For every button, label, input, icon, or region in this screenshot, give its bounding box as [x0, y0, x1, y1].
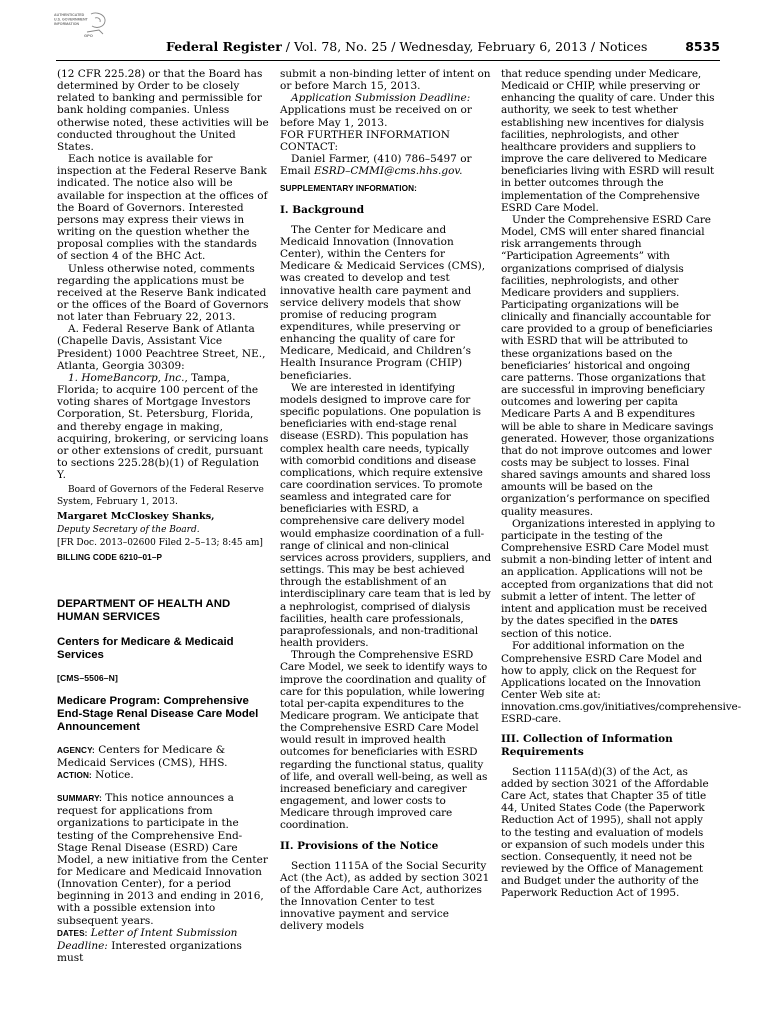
agency-text: Centers for Medicare & Medicaid Services (CMS), HHS.	[57, 743, 228, 769]
paragraph: A. Federal Reserve Bank of Atlanta (Chapelle Davis, Assistant Vice President) 1000 Peachtree Street, NE., Atlanta, Georgia 30309:	[57, 323, 266, 372]
logo-line-3: INFORMATION	[54, 22, 80, 26]
page-number: 8535	[685, 39, 720, 54]
paragraph: For additional information on the Comprehensive ESRD Care Model and how to apply, click on the Request for Applications located on the Innovation Center Web site at: innovation.cms.gov/initiatives/comprehensive-ESRD-care.	[501, 640, 741, 726]
paragraph: that reduce spending under Medicare, Medicaid or CHIP, while preserving or enhancing the quality of care. Under this authority, we seek to test whether establishing new incentives for dialysis facilities, nephrologists, and other healthcare providers and suppliers to improve the care delivered to Medicare beneficiaries living with ESRD will result in better outcomes through the implementation of the Comprehensive ESRD Care Model.	[501, 68, 715, 214]
signer-title: Deputy Secretary of the Board.	[57, 524, 200, 535]
paragraph: The Center for Medicare and Medicaid Innovation (Innovation Center), within the Centers for Medicare & Medicaid Services (CMS), was created to develop and test innovative health care payment and service delivery models that show promise of reducing program expenditures, while preserving or enhancing the quality of care for Medicare, Medicaid, and Children’s Health Insurance Program (CHIP) beneficiaries.	[280, 223, 486, 382]
column-2	[280, 68, 492, 933]
billing-code: BILLING CODE 6210–01–P	[57, 553, 163, 563]
summary-text: This notice announces a request for applications from organizations to participate in the testing of the Comprehensive End-Stage Renal Disease (ESRD) Care Model, a new initiative from the Center for Medicare and Medicaid Innovation (Innovation Center), for a period beginning in 2013 and ending in 2016, with a possible extension into subsequent years.	[57, 792, 268, 927]
dates-deadline-label: Letter of Intent Submission Deadline:	[57, 926, 238, 952]
summary-paragraph	[57, 792, 270, 927]
agency-line	[57, 744, 270, 769]
paragraph-text: section of this notice.	[501, 628, 612, 641]
paragraph	[501, 518, 716, 641]
logo-line-1: AUTHENTICATED	[54, 13, 85, 17]
agency-label: AGENCY:	[57, 745, 95, 755]
page-header	[56, 39, 720, 57]
dates-reference: DATES	[650, 617, 678, 627]
paragraph: Each notice is available for inspection at the Federal Reserve Bank indicated. The notice also will be available for inspection at the offices of the Board of Governors. Interested persons may express their views in writing on the question whether the proposal complies with the standards of section 4 of the BHC Act.	[57, 153, 268, 263]
docket-number: [CMS–5506–N]	[57, 673, 118, 684]
issue-info: / Vol. 78, No. 25 / Wednesday, February 6, 2013 / Notices	[281, 39, 648, 54]
dates-paragraph	[57, 927, 270, 964]
application-deadline-label: Application Submission Deadline:	[291, 92, 471, 105]
header-rule	[56, 60, 720, 61]
action-text: Notice.	[91, 768, 134, 781]
document-title: Medicare Program: Comprehensive End-Stage Renal Disease Care Model Announcement	[57, 694, 259, 733]
applicant-name: 1. HomeBancorp, Inc.	[68, 371, 185, 384]
paragraph-text: Organizations interested in applying to participate in the testing of the Comprehensive ESRD Care Model must submit a non-binding letter of intent and an application. Applications will not be accepted from organizations that did not submit a letter of intent. The letter of intent and application must be received by the dates specified in the	[501, 517, 715, 628]
contact-email-link[interactable]: ESRD–CMMI@cms.hhs.gov.	[313, 165, 463, 178]
publication-name: Federal Register	[166, 39, 282, 54]
board-line: Board of Governors of the Federal Reserve System, February 1, 2013.	[57, 485, 264, 507]
dates-text: Interested organizations must	[57, 939, 242, 965]
column-1	[57, 68, 270, 964]
department-heading: DEPARTMENT OF HEALTH AND HUMAN SERVICES	[57, 598, 231, 624]
dates-label: DATES:	[57, 928, 88, 938]
agency-heading: Centers for Medicare & Medicaid Services	[57, 636, 234, 662]
logo-line-2: U.S. GOVERNMENT	[54, 17, 88, 22]
eagle-icon	[87, 13, 105, 34]
paragraph: Through the Comprehensive ESRD Care Model, we seek to identify ways to improve the coordination and quality of care for this population, while lowering total per-capita expenditures to the Medicare program. We anticipate that the Comprehensive ESRD Care Model would result in improved health outcomes for beneficiaries with ESRD regarding the functional status, quality of life, and overall well-being, as well as increased beneficiary and caregiver engagement, and lower costs to Medicare through improved care coordination.	[280, 649, 488, 832]
contact-name: Daniel Farmer, (410) 786–5497 or Email	[280, 153, 472, 178]
signer-name: Margaret McCloskey Shanks,	[57, 510, 215, 522]
paragraph: Section 1115A of the Social Security Act (the Act), as added by section 3021 of the Affordable Care Act, authorizes the Innovation Center to test innovative payment and service delivery models	[280, 859, 490, 933]
logo-line-4: GPO	[84, 33, 93, 38]
summary-label: SUMMARY:	[57, 794, 102, 804]
application-deadline	[280, 92, 492, 128]
applicant-text: , Tampa, Florida; to acquire 100 percent of the voting shares of Mortgage Investors Corporation, St. Petersburg, Florida, and thereby engage in making, acquiring, brokering, or servicing loans or other extensions of credit, pursuant to sections 225.28(b)(1) of Regulation Y.	[57, 371, 269, 482]
paragraph: submit a non-binding letter of intent on or before March 15, 2013.	[280, 68, 491, 93]
section-heading-collection: III. Collection of Information Requirements	[501, 733, 673, 758]
contact-info	[280, 153, 492, 177]
paragraph: Unless otherwise noted, comments regarding the applications must be received at the Reserve Bank indicated or the offices of the Board of Governors not later than February 22, 2013.	[57, 262, 269, 324]
fr-doc-line: [FR Doc. 2013–02600 Filed 2–5–13; 8:45 am]	[57, 538, 263, 549]
running-head	[166, 39, 647, 54]
application-deadline-text: Applications must be received on or before May 1, 2013.	[280, 104, 472, 129]
action-label: ACTION:	[57, 770, 92, 780]
paragraph: We are interested in identifying models designed to improve care for specific populations. One population is beneficiaries with end-stage renal disease (ESRD). This population has complex health care needs, typically with comorbid conditions and disease complications, which require extensive care coordination services. To promote seamless and integrated care for beneficiaries with ESRD, a comprehensive care delivery model would emphasize coordination of a full-range of clinical and non-clinical services across providers, suppliers, and settings. This may be best achieved through the establishment of an interdisciplinary care team that is led by a nephrologist, comprised of dialysis facilities, health care professionals, paraprofessionals, and non-traditional health providers.	[280, 381, 491, 650]
gpo-authentication-logo	[51, 10, 111, 42]
action-line	[57, 769, 270, 782]
paragraph: Under the Comprehensive ESRD Care Model, CMS will enter shared financial risk arrangements through “Participation Agreements” with organizations comprised of dialysis facilities, nephrologists, and other Medicare providers and suppliers. Participating organizations will be clinically and financially accountable for care provided to a group of beneficiaries with ESRD that will be attributed to these organizations based on the beneficiaries’ historical and ongoing care patterns. Those organizations that are successful in improving beneficiary outcomes and lowering per capita Medicare Parts A and B expenditures will be able to share in Medicare savings generated. However, those organizations that do not improve outcomes and lower costs may be subject to losses. Final shared savings amounts and shared loss amounts will be based on the organization’s performance on specified quality measures.	[501, 213, 715, 518]
column-3	[501, 68, 741, 900]
contact-heading: FOR FURTHER INFORMATION CONTACT:	[280, 128, 450, 153]
paragraph: Section 1115A(d)(3) of the Act, as added by section 3021 of the Affordable Care Act, states that Chapter 35 of title 44, United States Code (the Paperwork Reduction Act of 1995), shall not apply to the testing and evaluation of models or expansion of such models under this section. Consequently, it need not be reviewed by the Office of Management and Budget under the authority of the Paperwork Reduction Act of 1995.	[501, 765, 709, 900]
section-heading-provisions: II. Provisions of the Notice	[280, 839, 439, 852]
section-heading-background: I. Background	[280, 203, 365, 216]
paragraph: (12 CFR 225.28) or that the Board has determined by Order to be closely related to banking and permissible for bank holding companies. Unless otherwise noted, these activities will be conducted throughout the United States.	[57, 68, 269, 153]
paragraph	[57, 372, 270, 481]
supplementary-label: SUPPLEMENTARY INFORMATION:	[280, 184, 417, 194]
